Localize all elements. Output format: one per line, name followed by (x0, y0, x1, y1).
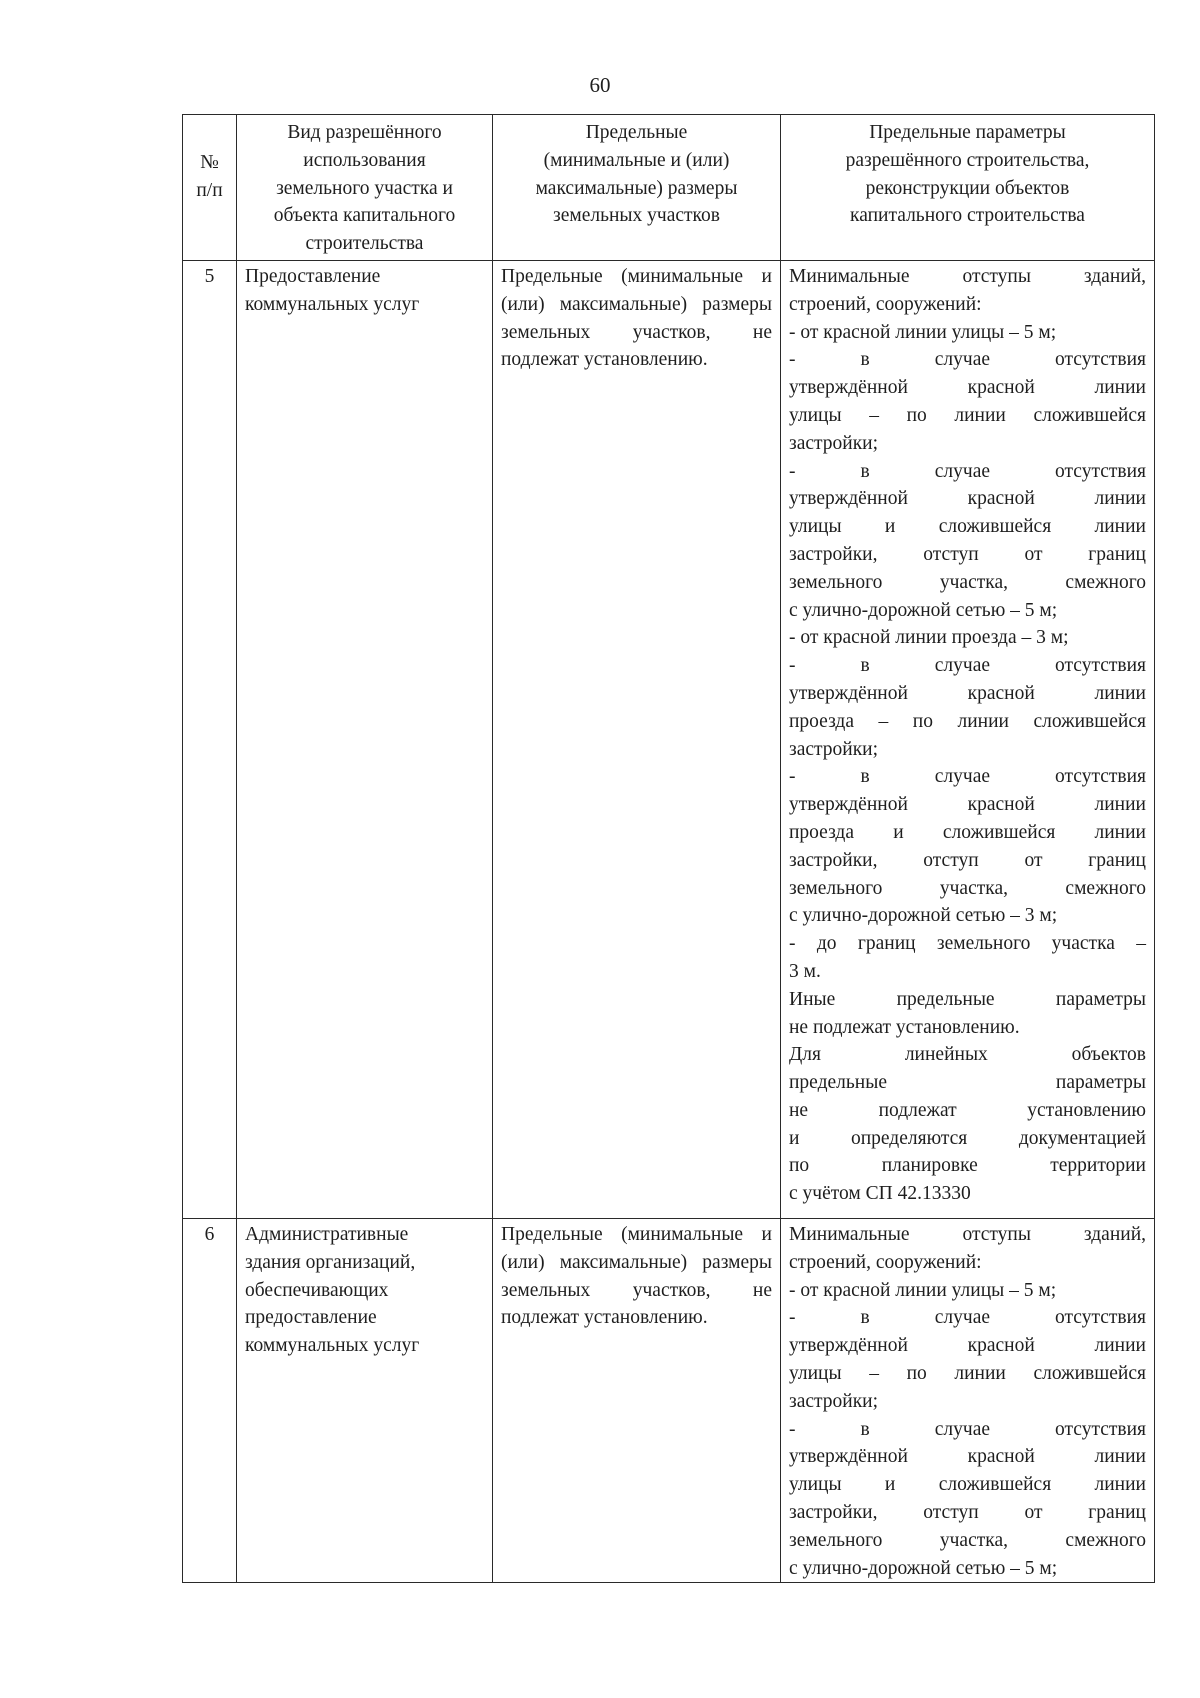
header-params-line: реконструкции объектов (865, 177, 1070, 199)
header-permitted-use (237, 115, 493, 261)
table-header-row (183, 115, 1155, 261)
header-size-line: Предельные (585, 122, 688, 143)
params-line: улицы – по линии сложившейся (789, 404, 1146, 426)
params-line: - в случае отсутствия (789, 1307, 1146, 1329)
params-line: строений, сооружений: (789, 1251, 982, 1273)
params-line: застройки; (789, 738, 879, 760)
params-line: Для линейных объектов (789, 1044, 1146, 1066)
params-line: - в случае отсутствия (789, 655, 1146, 677)
header-use-line: Вид разрешённого (287, 122, 442, 143)
params-line: - от красной линии улицы – 5 м; (789, 1279, 1057, 1301)
params-line: с улично-дорожной сетью – 5 м; (789, 599, 1058, 621)
params-line: - от красной линии проезда – 3 м; (789, 627, 1069, 649)
construction-params-cell (781, 1218, 1155, 1582)
header-use-line: объекта капитального (273, 205, 456, 227)
construction-params-cell (781, 260, 1155, 1218)
table-row (183, 260, 1155, 1218)
header-params-line: капитального строительства (850, 205, 1085, 227)
row-number: 6 (183, 1218, 237, 1582)
params-line: земельного участка, смежного (789, 1529, 1146, 1551)
use-line: обеспечивающих (245, 1279, 389, 1301)
page-number: 60 (589, 73, 611, 97)
plot-size-cell: Предельные (минимальные и (или) максимальные) размеры земельных участков, не подлежат установлению. (493, 260, 781, 1218)
header-size-line: земельных участков (553, 205, 720, 227)
params-line: не подлежат установлению. (789, 1016, 1020, 1038)
header-size-line: максимальные) размеры (535, 177, 738, 199)
params-line: Иные предельные параметры (789, 988, 1146, 1010)
params-line: застройки, отступ от границ (789, 849, 1146, 871)
params-line: по планировке территории (789, 1155, 1146, 1177)
params-line: утверждённой красной линии (789, 1335, 1146, 1357)
header-use-line: использования (303, 149, 426, 171)
params-line: улицы и сложившейся линии (789, 516, 1146, 538)
params-line: утверждённой красной линии (789, 794, 1146, 816)
params-line: не подлежат установлению (789, 1099, 1146, 1121)
params-line: застройки, отступ от границ (789, 543, 1146, 565)
params-line: улицы – по линии сложившейся (789, 1362, 1146, 1384)
params-line: утверждённой красной линии (789, 377, 1146, 399)
params-line: предельные параметры (789, 1072, 1146, 1094)
use-line: Административные (245, 1223, 409, 1245)
regulations-table (182, 114, 1155, 1583)
row-number: 5 (183, 260, 237, 1218)
use-line: коммунальных услуг (245, 1335, 420, 1357)
header-use-line: строительства (305, 233, 424, 255)
permitted-use-cell (237, 1218, 493, 1582)
params-line: 3 м. (789, 960, 821, 982)
params-line: застройки; (789, 432, 879, 454)
header-size-line: (минимальные и (или) (543, 149, 730, 171)
params-line: утверждённой красной линии (789, 488, 1146, 510)
plot-size-cell: Предельные (минимальные и (или) максимальные) размеры земельных участков, не подлежат установлению. (493, 1218, 781, 1582)
use-line: коммунальных услуг (245, 293, 420, 315)
params-line: и определяются документацией (789, 1127, 1146, 1149)
params-line: застройки, отступ от границ (789, 1501, 1146, 1523)
params-line: проезда – по линии сложившейся (789, 710, 1146, 732)
params-line: - от красной линии улицы – 5 м; (789, 321, 1057, 343)
params-line: улицы и сложившейся линии (789, 1474, 1146, 1496)
params-line: - в случае отсутствия (789, 349, 1146, 371)
use-line: здания организаций, (245, 1251, 416, 1273)
params-line: - в случае отсутствия (789, 766, 1146, 788)
header-number-line: № (200, 152, 219, 173)
params-line: земельного участка, смежного (789, 877, 1146, 899)
params-line: земельного участка, смежного (789, 571, 1146, 593)
params-line: строений, сооружений: (789, 293, 982, 315)
header-number (183, 115, 237, 261)
header-construction-params (781, 115, 1155, 261)
params-line: с учётом СП 42.13330 (789, 1183, 971, 1205)
params-line: - в случае отсутствия (789, 1418, 1146, 1440)
params-line: - до границ земельного участка – (789, 933, 1146, 955)
params-line: проезда и сложившейся линии (789, 821, 1146, 843)
params-line: утверждённой красной линии (789, 682, 1146, 704)
header-params-line: Предельные параметры (869, 122, 1066, 143)
params-line: Минимальные отступы зданий, (789, 265, 1146, 287)
use-line: Предоставление (245, 265, 381, 287)
params-line: с улично-дорожной сетью – 5 м; (789, 1557, 1058, 1579)
table-row (183, 1218, 1155, 1582)
header-number-line: п/п (196, 179, 223, 201)
permitted-use-cell (237, 260, 493, 1218)
use-line: предоставление (245, 1307, 377, 1329)
params-line: Минимальные отступы зданий, (789, 1223, 1146, 1245)
header-use-line: земельного участка и (276, 177, 453, 199)
header-params-line: разрешённого строительства, (845, 149, 1090, 171)
params-line: - в случае отсутствия (789, 460, 1146, 482)
params-line: с улично-дорожной сетью – 3 м; (789, 905, 1058, 927)
params-line: утверждённой красной линии (789, 1446, 1146, 1468)
params-line: застройки; (789, 1390, 879, 1412)
header-plot-size (493, 115, 781, 261)
